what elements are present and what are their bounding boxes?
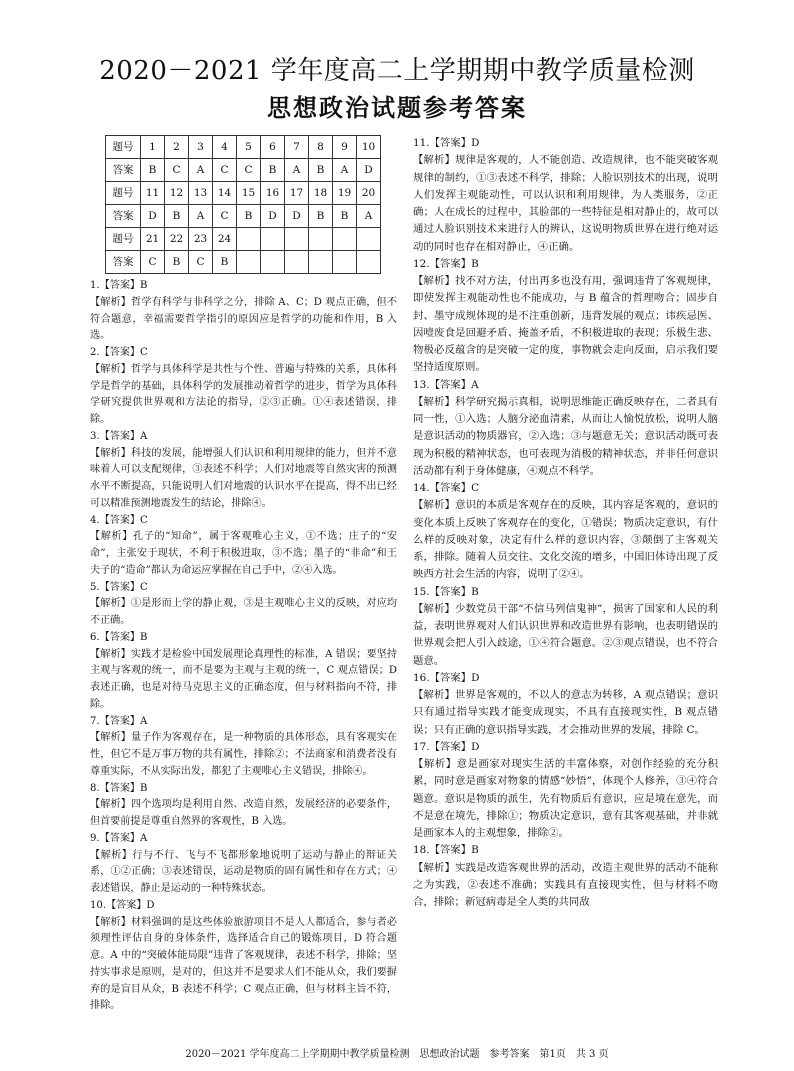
answer-table-cell: A xyxy=(357,205,381,228)
answer-table-cell: 18 xyxy=(309,182,333,205)
question-analysis: 【解析】科技的发展，能增强人们认识和利用规律的能力，但并不意味着人可以支配规律，③表述不科学；人们对地震等自然灾害的预测水平不断提高，只能说明人们对地震的认识水平在提高，得不出已经可以精准预测地震发生的结论，排除④。 xyxy=(90,447,397,509)
question-block xyxy=(413,670,718,739)
answer-table-row-label: 题号 xyxy=(106,182,141,205)
question-answer: 【答案】A xyxy=(429,378,479,391)
question-answer: 【答案】B xyxy=(429,844,479,857)
question-answer-line xyxy=(413,256,718,273)
question-answer: 【答案】A xyxy=(99,430,148,442)
question-analysis: 【解析】意是画家对现实生活的丰富体察，对创作经验的充分积累，同时意是画家对物象的情感“妙悟”，体现个人修养，③④符合题意。意识是物质的派生，先有物质后有意识，应是境在意先，而不是意在境先，排除①；物质决定意识，意有其客观基础，并非就是画家本人的主观想象，排除②。 xyxy=(413,758,718,839)
question-answer: 【答案】A xyxy=(99,715,148,727)
question-answer: 【答案】C xyxy=(429,482,480,494)
answer-table-row-label: 题号 xyxy=(106,228,141,251)
answer-table-cell: 23 xyxy=(189,228,213,251)
question-analysis: 【解析】规律是客观的，人不能创造、改造规律，也不能突破客观规律的制约，①③表述不科学，排除；人脸识别技术的出现，说明人们发挥主观能动性，可以认识和利用规律，为人类服务，②正确；人在成长的过程中，其脸部的一些特征是相对静止的，故可以通过人脸识别技术来进行人的辨认，这说明物质世界在进行绝对运动的同时也存在相对静止，④正确。 xyxy=(413,154,718,253)
answer-table-cell: D xyxy=(357,159,381,182)
question-answer-line xyxy=(90,898,397,915)
answer-table-cell: 8 xyxy=(309,136,333,159)
question-answer: 【答案】C xyxy=(99,581,148,593)
answer-table-row xyxy=(106,182,381,205)
question-answer-line xyxy=(413,670,718,687)
question-answer: 【答案】B xyxy=(429,585,479,598)
question-answer-line xyxy=(413,480,718,497)
question-analysis: 【解析】找不对方法，付出再多也没有用，强调违背了客观规律，即使发挥主观能动性也不能成功，与 B 蕴含的哲理吻合；固步自封、墨守成规体现的是不注重创新，违背发展的观点；讳疾忌医、因噎废食是回避矛盾、掩盖矛盾，不积极进取的表现；乐极生悲、物极必反蕴含的是突破一定的度，事物就会走向反面，启示我们要坚持适度原则。 xyxy=(413,275,718,374)
page-title: 2020－2021 学年度高二上学期期中教学质量检测 xyxy=(99,56,695,86)
question-answer: 【答案】B xyxy=(429,257,479,270)
question-answer-line xyxy=(90,630,397,647)
right-column xyxy=(413,135,718,911)
answer-table-cell: 2 xyxy=(165,136,189,159)
question-analysis: 【解析】少数党员干部“不信马列信鬼神”，损害了国家和人民的利益，表明世界观对人们认识世界和改造世界有影响，也表明错误的世界观会把人引入歧途，①④符合题意。②③观点错误，也不符合题意。 xyxy=(413,602,718,667)
answer-table-cell xyxy=(333,251,357,274)
answer-table-row xyxy=(106,251,381,274)
answer-table-cell: 13 xyxy=(189,182,213,205)
answer-table-cell: B xyxy=(333,205,357,228)
answer-table-cell xyxy=(261,251,285,274)
question-number: 10. xyxy=(90,899,107,911)
question-answer-line xyxy=(90,781,397,798)
answer-table-cell xyxy=(309,251,333,274)
question-analysis: 【解析】①是形而上学的静止观，③是主观唯心主义的反映，对应均不正确。 xyxy=(90,598,397,626)
question-block xyxy=(90,278,397,345)
question-block xyxy=(90,513,397,580)
answer-table-cell: B xyxy=(213,251,237,274)
question-number: 2. xyxy=(90,347,100,358)
question-number: 16. xyxy=(413,671,430,684)
answer-table-cell: 1 xyxy=(141,136,165,159)
question-answer-line xyxy=(90,831,397,848)
question-answer: 【答案】B xyxy=(99,280,148,291)
answer-table-cell: B xyxy=(237,205,261,228)
question-analysis: 【解析】实践才是检验中国发展理论真理性的标准，A 错误；要坚持主观与客观的统一，而不是要为主观与主观的统一，C 观点错误；D 表述正确，也是对待马克思主义的正确态度，但与材料指向不符，排除。 xyxy=(90,648,397,710)
answer-table-cell: B xyxy=(141,159,165,182)
answer-table-row xyxy=(106,136,381,159)
answer-table-row xyxy=(106,159,381,182)
answer-table-cell: C xyxy=(213,159,237,182)
answer-table-cell: 15 xyxy=(237,182,261,205)
question-answer: 【答案】D xyxy=(429,137,480,149)
answer-table-cell: B xyxy=(261,159,285,182)
question-list-left xyxy=(90,278,397,1015)
answer-table xyxy=(105,135,381,274)
answer-table-cell: 6 xyxy=(261,136,285,159)
answer-table-cell: 7 xyxy=(285,136,309,159)
question-answer: 【答案】D xyxy=(106,899,155,911)
answer-table-cell: B xyxy=(309,205,333,228)
answer-table-cell xyxy=(357,228,381,251)
answer-table-cell xyxy=(285,251,309,274)
question-analysis: 【解析】哲学与具体科学是共性与个性、普遍与特殊的关系，具体科学是哲学的基础，具体科学的发展推动着哲学的进步，哲学为具体科学研究提供世界观和方法论的指导，②③正确。①④表述错误，排除。 xyxy=(90,363,397,425)
question-block xyxy=(90,781,397,831)
question-number: 3. xyxy=(90,430,100,442)
question-number: 18. xyxy=(413,844,430,857)
question-analysis: 【解析】实践是改造客观世界的活动，改造主观世界的活动不能称之为实践，②表述不准确；实践具有直接现实性，但与材料不吻合，排除；新冠病毒是全人类的共同敌 xyxy=(413,861,718,908)
question-answer-line xyxy=(90,714,397,731)
question-answer-line xyxy=(90,580,397,597)
answer-table-cell: D xyxy=(141,205,165,228)
question-block xyxy=(413,135,718,256)
question-block xyxy=(90,831,397,898)
answer-table-cell: 4 xyxy=(213,136,237,159)
question-answer: 【答案】C xyxy=(99,514,148,526)
question-number: 9. xyxy=(90,832,100,844)
question-answer: 【答案】B xyxy=(99,782,148,794)
question-answer: 【答案】D xyxy=(429,740,480,753)
question-number: 11. xyxy=(413,137,430,149)
question-answer-line xyxy=(413,842,718,859)
question-number: 7. xyxy=(90,715,100,727)
question-number: 6. xyxy=(90,631,100,643)
question-block xyxy=(413,739,718,843)
question-block xyxy=(413,377,718,481)
question-number: 1. xyxy=(90,280,100,291)
question-block xyxy=(90,898,397,1015)
question-answer-line xyxy=(413,739,718,756)
question-answer-line xyxy=(90,278,397,295)
answer-table-cell: A xyxy=(189,205,213,228)
question-block xyxy=(90,429,397,513)
question-list-right xyxy=(413,135,718,911)
answer-table-row-label: 答案 xyxy=(106,159,141,182)
question-answer: 【答案】B xyxy=(99,631,148,643)
question-number: 4. xyxy=(90,514,100,526)
answer-table-cell: 5 xyxy=(237,136,261,159)
left-column xyxy=(90,135,397,1015)
question-analysis: 【解析】哲学有科学与非科学之分，排除 A、C；D 观点正确，但不符合题意，幸福需要哲学指引的原因应是哲学的功能和作用，B 入选。 xyxy=(90,296,397,342)
answer-table-cell: D xyxy=(285,205,309,228)
answer-table-cell: D xyxy=(261,205,285,228)
answer-table-cell xyxy=(237,228,261,251)
answer-table-cell: B xyxy=(165,205,189,228)
answer-table-row-label: 答案 xyxy=(106,205,141,228)
answer-table-cell xyxy=(285,228,309,251)
answer-table-cell xyxy=(237,251,261,274)
question-analysis: 【解析】四个选项均是利用自然、改造自然，发展经济的必要条件，但首要前提是尊重自然界的客观性，B 入选。 xyxy=(90,799,397,827)
question-block xyxy=(413,256,718,377)
question-answer: 【答案】D xyxy=(429,671,480,684)
answer-table-cell: 14 xyxy=(213,182,237,205)
question-number: 5. xyxy=(90,581,100,593)
question-block xyxy=(90,580,397,630)
answer-table-cell: 21 xyxy=(141,228,165,251)
answer-table-cell: 3 xyxy=(189,136,213,159)
answer-table-cell: 10 xyxy=(357,136,381,159)
question-block xyxy=(413,584,718,670)
question-analysis: 【解析】行与不行、飞与不飞都形象地说明了运动与静止的辩证关系，①②正确；③表述错误，运动是物质的固有属性和存在方式；④表述错误，静止是运动的一种特殊状态。 xyxy=(90,849,397,894)
question-analysis: 【解析】意识的本质是客观存在的反映，其内容是客观的，意识的变化本质上反映了客观存在的变化，①错误；物质决定意识，有什么样的反映对象，决定有什么样的意识内容，③颠倒了主客观关系，排除。随着人员交往、文化交流的增多，中国旧体诗出现了反映西方社会生活的内容，说明了②④。 xyxy=(413,499,718,581)
question-analysis: 【解析】科学研究揭示真相，说明思维能正确反映存在，二者具有同一性，①入选；人脑分泌血清素，从而让人愉悦放松，说明人脑是意识活动的物质器官，②入选；③与题意无关；意识活动既可表现为积极的精神状态，也可表现为消极的精神状态，并非任何意识活动都有利于身体健康，④观点不科学。 xyxy=(413,395,718,477)
question-answer-line xyxy=(90,345,397,362)
question-block xyxy=(90,630,397,714)
answer-table-cell: 19 xyxy=(333,182,357,205)
answer-table-cell: 17 xyxy=(285,182,309,205)
answer-table-row-label: 答案 xyxy=(106,251,141,274)
answer-table-cell: 12 xyxy=(165,182,189,205)
question-block xyxy=(413,842,718,911)
answer-table-cell xyxy=(357,251,381,274)
answer-table-cell: 22 xyxy=(165,228,189,251)
page-subtitle: 思想政治试题参考答案 xyxy=(267,93,527,122)
question-answer-line xyxy=(413,584,718,601)
question-answer-line xyxy=(90,429,397,446)
answer-table-cell: C xyxy=(141,251,165,274)
question-number: 8. xyxy=(90,782,100,794)
question-analysis: 【解析】孔子的“知命”，属于客观唯心主义，①不选；庄子的“安命”，主张安于现状，不利于积极进取，③不选；墨子的“非命”和王夫子的“造命”都认为命运应掌握在自己手中，②④入选。 xyxy=(90,531,397,576)
question-answer: 【答案】A xyxy=(99,832,148,844)
answer-table-row xyxy=(106,205,381,228)
question-answer-line xyxy=(90,513,397,530)
page-footer: 2020－2021 学年度高二上学期期中教学质量检测 思想政治试题 参考答案 第1页 共 3 页 xyxy=(185,1049,609,1060)
answer-table-cell: A xyxy=(189,159,213,182)
question-number: 12. xyxy=(413,257,430,270)
answer-table-cell: 24 xyxy=(213,228,237,251)
answer-table-cell: B xyxy=(165,251,189,274)
question-block xyxy=(90,714,397,781)
question-number: 17. xyxy=(413,740,430,753)
question-analysis: 【解析】量子作为客观存在，是一种物质的具体形态，具有客观实在性，但它不是万事万物的共有属性，排除②；不法商家和消费者没有尊重实际，不从实际出发，都犯了主观唯心主义错误，排除④。 xyxy=(90,732,397,777)
answer-table-row-label: 题号 xyxy=(106,136,141,159)
answer-table-cell xyxy=(333,228,357,251)
question-answer-line xyxy=(413,377,718,394)
question-number: 14. xyxy=(413,482,430,494)
question-answer: 【答案】C xyxy=(99,347,148,358)
answer-table-cell: C xyxy=(213,205,237,228)
question-number: 13. xyxy=(413,378,430,391)
answer-table-cell: B xyxy=(309,159,333,182)
answer-table-cell: 16 xyxy=(261,182,285,205)
question-block xyxy=(90,345,397,429)
answer-table-cell: C xyxy=(189,251,213,274)
question-block xyxy=(413,480,718,584)
answer-table-cell xyxy=(309,228,333,251)
question-number: 15. xyxy=(413,585,430,598)
question-analysis: 【解析】世界是客观的，不以人的意志为转移，A 观点错误；意识只有通过指导实践才能变成现实，不具有直接现实性，B 观点错误；只有正确的意识指导实践，才会推动世界的发展，排除 C。 xyxy=(413,689,718,736)
answer-table-cell: 9 xyxy=(333,136,357,159)
answer-table-cell: 20 xyxy=(357,182,381,205)
question-analysis: 【解析】材料强调的是这些体验旅游项目不是人人都适合，参与者必须理性评估自身的身体条件，选择适合自己的锻炼项目，D 符合题意。A 中的“突破体能局限”违背了客观规律，表述不科学，排除；坚持实事求是原则，是对的，但这并不是要求人们不能从众，我们要摒弃的是盲目从众，B 表述不科学；C 观点正确，但与材料主旨不符，排除。 xyxy=(90,916,397,1012)
answer-table-cell: C xyxy=(165,159,189,182)
answer-table-cell: C xyxy=(237,159,261,182)
question-answer-line xyxy=(413,135,718,152)
answer-table-cell: A xyxy=(333,159,357,182)
answer-table-cell: 11 xyxy=(141,182,165,205)
answer-table-cell xyxy=(261,228,285,251)
answer-table-cell: A xyxy=(285,159,309,182)
answer-table-row xyxy=(106,228,381,251)
